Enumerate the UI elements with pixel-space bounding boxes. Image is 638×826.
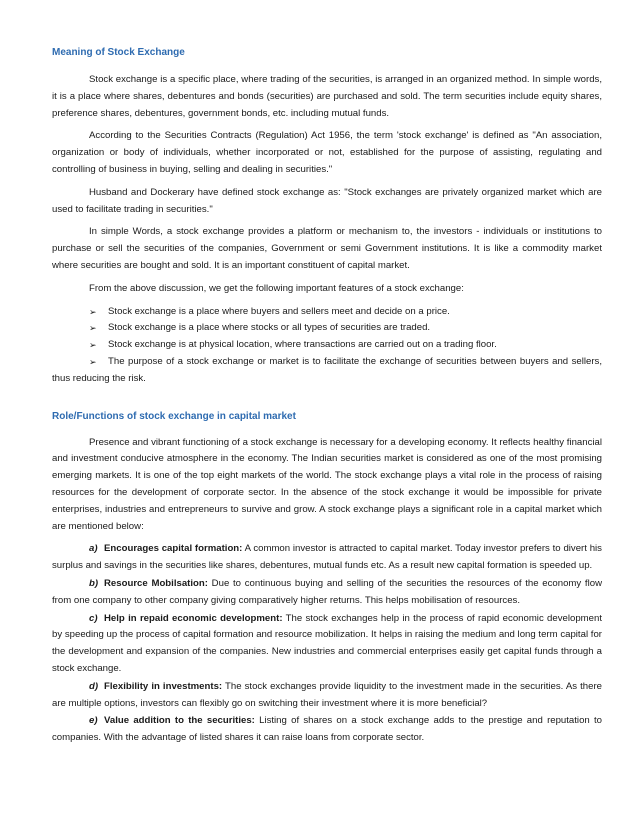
arrow-bullet-icon: ➢ <box>89 306 97 317</box>
features-list <box>52 304 602 388</box>
list-item <box>52 354 602 388</box>
function-label: Help in repaid economic development: <box>104 612 283 624</box>
paragraph-features-intro: From the above discussion, we get the following important features of a stock exchange: <box>89 282 464 294</box>
function-letter: e) <box>89 715 98 727</box>
function-label: Resource Mobilsation: <box>104 577 208 589</box>
function-letter: a) <box>89 543 98 555</box>
function-letter: d) <box>89 680 99 692</box>
function-item <box>52 679 602 713</box>
list-item-text: The purpose of a stock exchange or market is to facilitate the exchange of securities between buyers and sellers, thus reducing the risk. <box>52 355 602 384</box>
function-item <box>52 611 602 678</box>
paragraph-securities-act: According to the Securities Contracts (Regulation) Act 1956, the term 'stock exchange' is defined as "An association, organization or body of individuals, whether incorporated or not, established for the purpose of assisting, regulating and controlling of business in buying, selling and dealing in securities." <box>52 130 602 175</box>
list-item <box>52 320 602 337</box>
list-item-text: Stock exchange is at physical location, where transactions are carried out on a trading floor. <box>108 339 497 351</box>
paragraph-definition: Stock exchange is a specific place, where trading of the securities, is arranged in an organized method. In simple words, it is a place where shares, debentures and bonds (securities) are purchased and sold. The term securities include equity shares, preference shares, debentures, government bonds, etc. including mutual funds. <box>52 74 602 119</box>
list-item-text: Stock exchange is a place where buyers and sellers meet and decide on a price. <box>108 305 450 317</box>
arrow-bullet-icon: ➢ <box>89 356 97 367</box>
arrow-bullet-icon: ➢ <box>89 340 97 351</box>
function-label: Value addition to the securities: <box>104 715 255 727</box>
function-item <box>52 576 602 610</box>
function-text: A common investor is attracted to capital market. Today investor prefers to divert his surplus and savings in the securities like shares, debentures, mutual funds etc. As a result new capital formation is speeded up. <box>52 543 602 572</box>
function-text: The stock exchanges help in the process of rapid economic development by speeding up the process of capital formation and resource mobilization. It helps in raising the medium and long term capital for the development and expansion of the companies. New industries and commercial enterprises easily get capital funds through a stock exchange. <box>52 612 602 674</box>
function-text: Due to continuous buying and selling of the securities the resources of the economy flow from one company to other company giving comparatively higher returns. This helps mobilisation of resources. <box>52 577 602 606</box>
function-text: Listing of shares on a stock exchange adds to the prestige and reputation to companies. With the advantage of listed shares it can raise loans from corporate sector. <box>52 715 602 744</box>
function-text: The stock exchanges provide liquidity to the investment made in the securities. As there are multiple options, investors can flexibly go on switching their investment where it is more beneficial? <box>52 680 602 709</box>
function-label: Flexibility in investments: <box>104 680 223 692</box>
paragraph-role-intro: Presence and vibrant functioning of a stock exchange is necessary for a developing economy. It reflects healthy financial and investment conducive atmosphere in the economy. The Indian securities market is considered as one of the most promising emerging markets. It is one of the top eight markets of the world. The stock exchange plays a vital role in the process of raising resources for the development of corporate sector. In the absence of the stock exchange it would be impossible for private enterprises, industries and entrepreneurs to survive and grow. A stock exchange plays a significant role in a capital market which are mentioned below: <box>52 436 602 532</box>
function-letter: c) <box>89 612 98 624</box>
function-item <box>52 713 602 747</box>
section-heading-meaning: Meaning of Stock Exchange <box>52 47 185 58</box>
function-label: Encourages capital formation: <box>104 543 243 555</box>
function-letter: b) <box>89 577 99 589</box>
list-item <box>52 337 602 354</box>
list-item <box>52 304 602 321</box>
function-item <box>52 541 602 575</box>
section-heading-role-functions: Role/Functions of stock exchange in capital market <box>52 410 296 422</box>
list-item-text: Stock exchange is a place where stocks or all types of securities are traded. <box>108 322 431 334</box>
paragraph-simple-words: In simple Words, a stock exchange provides a platform or mechanism to, the investors - individuals or institutions to purchase or sell the securities of the companies, Government or semi Government institutions. It is like a commodity market where securities are bought and sold. It is an important constituent of capital market. <box>52 226 602 271</box>
paragraph-husband-dockerary: Husband and Dockerary have defined stock exchange as: "Stock exchanges are privately organized market which are used to facilitate trading in securities." <box>52 186 602 215</box>
arrow-bullet-icon: ➢ <box>89 323 97 334</box>
